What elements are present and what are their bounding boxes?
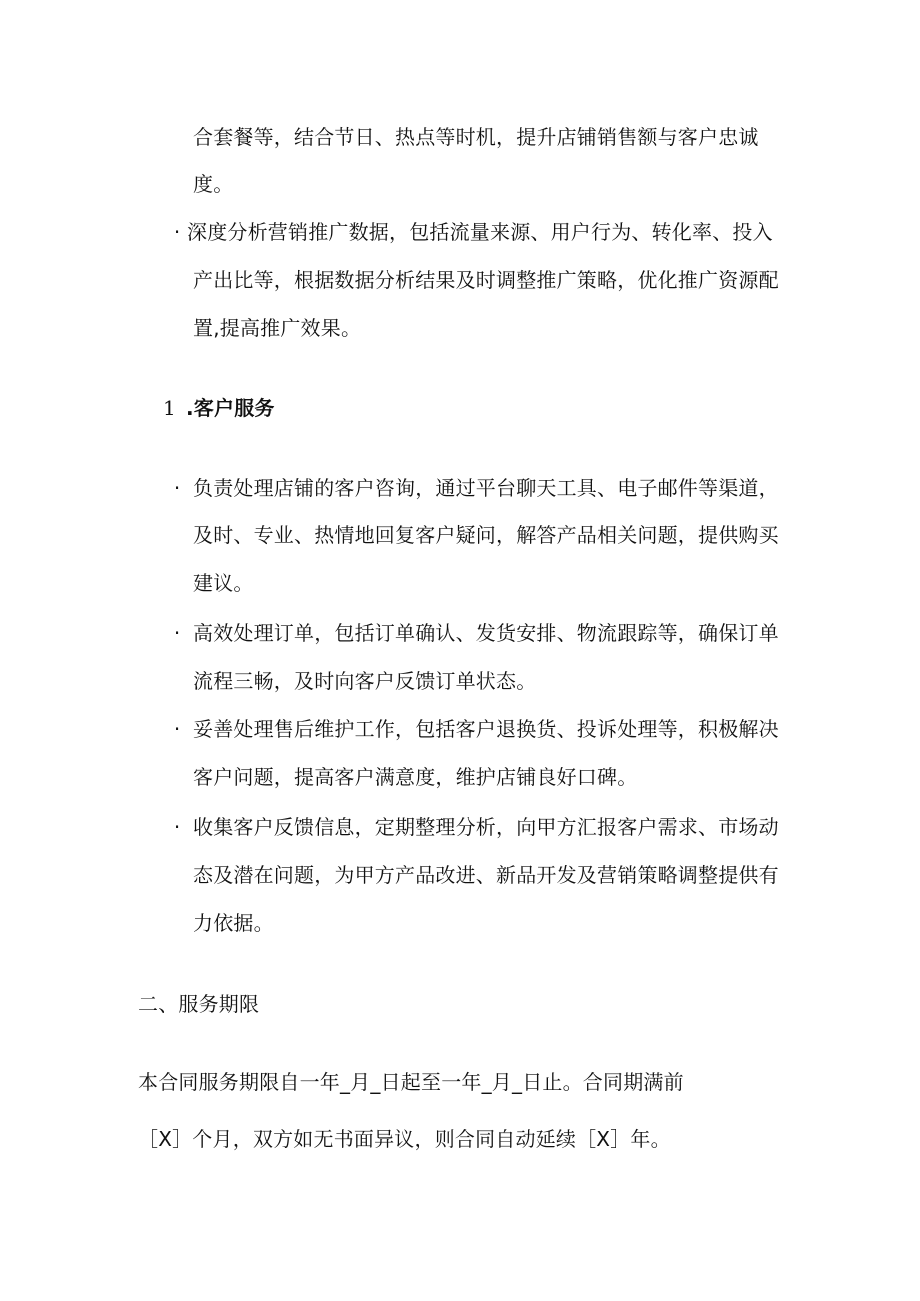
marketing-continuation-line-2: 度。 xyxy=(193,172,234,196)
service-bullet-2-line-1: 高效处理订单，包括订单确认、发货安排、物流跟踪等，确保订单 xyxy=(193,621,779,645)
marketing-continuation-line-1: 合套餐等，结合节日、热点等时机，提升店铺销售额与客户忠诚 xyxy=(193,125,759,149)
service-bullet-4-line-2: 态及潜在问题，为甲方产品改进、新品开发及营销策略调整提供有 xyxy=(193,863,779,887)
section-heading-number: 1 xyxy=(163,396,176,420)
term-paragraph-line-1: 本合同服务期限自一年_月_日起至一年_月_日止。合同期满前 xyxy=(138,1070,684,1094)
marketing-bullet-line-3: 置,提高推广效果。 xyxy=(193,316,362,340)
term-paragraph-line-2: ［X］个月，双方如无书面异议，则合同自动延续［X］年。 xyxy=(138,1127,671,1151)
term-heading: 二、服务期限 xyxy=(138,992,260,1016)
service-bullet-1-line-3: 建议。 xyxy=(193,571,254,595)
bullet-marker: · xyxy=(173,621,181,645)
service-bullet-1-line-2: 及时、专业、热情地回复客户疑问，解答产品相关问题，提供购买 xyxy=(193,523,779,547)
bullet-marker: · xyxy=(173,220,181,244)
bullet-marker: · xyxy=(173,815,181,839)
service-bullet-1-line-1: 负责处理店铺的客户咨询，通过平台聊天工具、电子邮件等渠道， xyxy=(193,476,779,500)
service-bullet-4-line-3: 力依据。 xyxy=(193,911,274,935)
bullet-marker: · xyxy=(173,717,181,741)
section-heading-title: .客户服务 xyxy=(186,396,275,420)
service-bullet-3-line-2: 客户问题，提高客户满意度，维护店铺良好口碑。 xyxy=(193,765,638,789)
service-bullet-2-line-2: 流程三畅，及时向客户反馈订单状态。 xyxy=(193,669,537,693)
bullet-marker: · xyxy=(173,476,181,500)
marketing-bullet-line-1: 深度分析营销推广数据，包括流量来源、用户行为、转化率、投入 xyxy=(187,220,773,244)
marketing-bullet-line-2: 产出比等，根据数据分析结果及时调整推广策略，优化推广资源配 xyxy=(193,268,779,292)
service-bullet-4-line-1: 收集客户反馈信息，定期整理分析，向甲方汇报客户需求、市场动 xyxy=(193,815,779,839)
service-bullet-3-line-1: 妥善处理售后维护工作，包括客户退换货、投诉处理等，积极解决 xyxy=(193,717,779,741)
